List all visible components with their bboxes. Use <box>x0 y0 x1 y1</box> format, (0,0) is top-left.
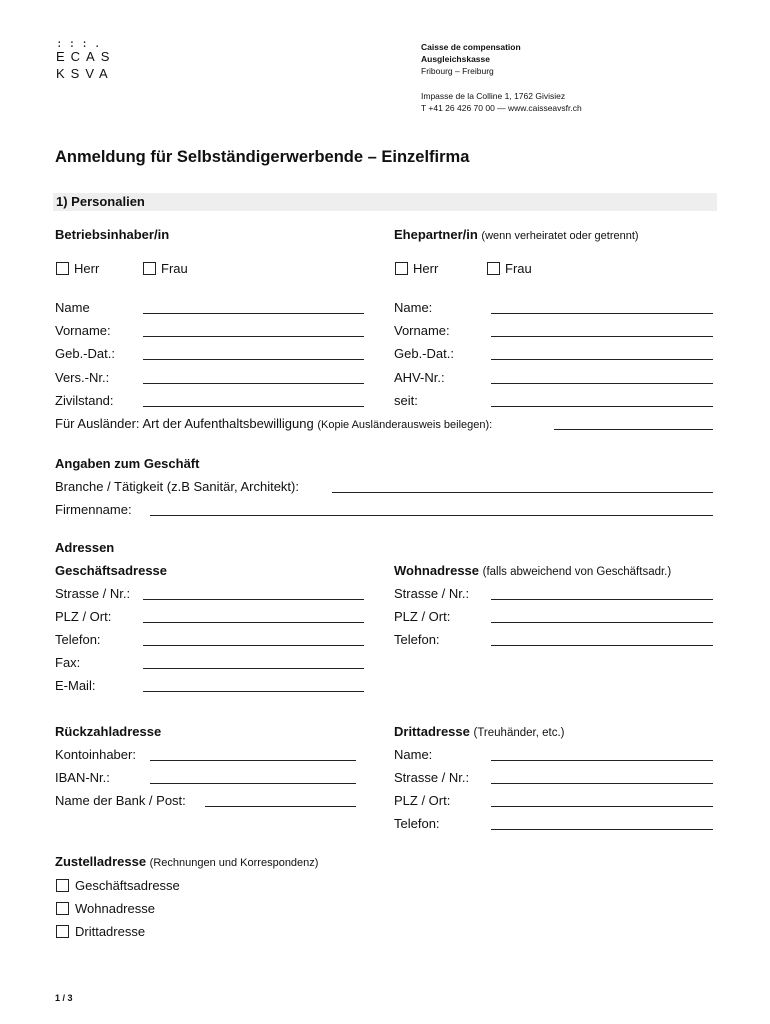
delivery-geschaeft-checkbox[interactable] <box>56 879 69 892</box>
third-address-note: (Treuhänder, etc.) <box>473 727 565 739</box>
partner-vorname-label: Vorname: <box>394 323 450 338</box>
delivery-geschaeft-label: Geschäftsadresse <box>75 878 180 893</box>
owner-heading: Betriebsinhaber/in <box>55 227 170 242</box>
biz-fax-label: Fax: <box>55 655 81 670</box>
biz-plz-field[interactable] <box>143 622 364 623</box>
refund-address-heading: Rückzahladresse <box>55 724 162 739</box>
refund-iban-field[interactable] <box>150 783 356 784</box>
owner-herr-checkbox[interactable] <box>56 262 69 275</box>
third-address-heading: Drittadresse <box>394 724 470 739</box>
home-strasse-field[interactable] <box>491 599 713 600</box>
foreigner-label: Für Ausländer: Art der Aufenthaltsbewilligung <box>55 416 314 431</box>
third-telefon-field[interactable] <box>491 829 713 830</box>
partner-geb-field[interactable] <box>491 359 713 360</box>
owner-geb-label: Geb.-Dat.: <box>55 346 115 361</box>
refund-bank-field[interactable] <box>205 806 356 807</box>
biz-fax-field[interactable] <box>143 668 364 669</box>
home-strasse-label: Strasse / Nr.: <box>394 586 470 601</box>
partner-seit-field[interactable] <box>491 406 713 407</box>
home-address-note: (falls abweichend von Geschäftsadr.) <box>482 566 672 578</box>
header-address: Impasse de la Colline 1, 1762 Givisiez <box>421 91 566 101</box>
header-contact: T +41 26 426 70 00 — www.caisseavsfr.ch <box>421 103 582 113</box>
home-telefon-label: Telefon: <box>394 632 440 647</box>
owner-name-label: Name <box>55 300 90 315</box>
owner-frau-checkbox[interactable] <box>143 262 156 275</box>
third-strasse-label: Strasse / Nr.: <box>394 770 470 785</box>
delivery-dritt-label: Drittadresse <box>75 924 146 939</box>
business-branche-label: Branche / Tätigkeit (z.B Sanitär, Architekt): <box>55 479 299 494</box>
business-firma-field[interactable] <box>150 515 713 516</box>
home-plz-label: PLZ / Ort: <box>394 609 451 624</box>
delivery-heading: Zustelladresse <box>55 854 147 869</box>
partner-frau-checkbox[interactable] <box>487 262 500 275</box>
owner-geb-field[interactable] <box>143 359 364 360</box>
biz-address-heading: Geschäftsadresse <box>55 563 168 578</box>
partner-vorname-field[interactable] <box>491 336 713 337</box>
page-title: Anmeldung für Selbständigerwerbende – Einzelfirma <box>55 148 470 166</box>
delivery-note: (Rechnungen und Korrespondenz) <box>149 857 319 869</box>
owner-zivil-label: Zivilstand: <box>55 393 114 408</box>
partner-note: (wenn verheiratet oder getrennt) <box>481 230 639 242</box>
addresses-heading: Adressen <box>55 540 115 555</box>
header-org-de: Ausgleichskasse <box>421 54 490 64</box>
foreigner-row <box>55 416 492 431</box>
third-name-label: Name: <box>394 747 433 762</box>
home-plz-field[interactable] <box>491 622 713 623</box>
partner-name-field[interactable] <box>491 313 713 314</box>
third-strasse-field[interactable] <box>491 783 713 784</box>
partner-heading: Ehepartner/in <box>394 227 478 242</box>
section-personalien <box>53 193 717 211</box>
logo-dots: :::. <box>56 37 107 50</box>
delivery-wohn-label: Wohnadresse <box>75 901 155 916</box>
refund-bank-label: Name der Bank / Post: <box>55 793 186 808</box>
header-city: Fribourg – Freiburg <box>421 66 494 76</box>
partner-geb-label: Geb.-Dat.: <box>394 346 454 361</box>
owner-zivil-field[interactable] <box>143 406 364 407</box>
partner-seit-label: seit: <box>394 393 418 408</box>
logo-line-2: KSVA <box>56 66 114 81</box>
refund-konto-field[interactable] <box>150 760 356 761</box>
owner-vers-field[interactable] <box>143 383 364 384</box>
refund-iban-label: IBAN-Nr.: <box>55 770 110 785</box>
home-address-heading-row <box>394 563 671 578</box>
owner-frau-label: Frau <box>161 261 188 276</box>
refund-konto-label: Kontoinhaber: <box>55 747 136 762</box>
home-telefon-field[interactable] <box>491 645 713 646</box>
third-plz-label: PLZ / Ort: <box>394 793 451 808</box>
owner-vorname-label: Vorname: <box>55 323 111 338</box>
delivery-wohn-checkbox[interactable] <box>56 902 69 915</box>
partner-herr-label: Herr <box>413 261 439 276</box>
business-firma-label: Firmenname: <box>55 502 132 517</box>
foreigner-field[interactable] <box>554 429 713 430</box>
partner-frau-label: Frau <box>505 261 532 276</box>
delivery-heading-row <box>55 854 318 869</box>
owner-vorname-field[interactable] <box>143 336 364 337</box>
biz-telefon-label: Telefon: <box>55 632 101 647</box>
page-number: 1 / 3 <box>55 993 73 1003</box>
partner-herr-checkbox[interactable] <box>395 262 408 275</box>
partner-ahv-label: AHV-Nr.: <box>394 370 445 385</box>
header-org-fr: Caisse de compensation <box>421 42 521 52</box>
third-address-heading-row <box>394 724 564 739</box>
biz-email-field[interactable] <box>143 691 364 692</box>
owner-name-field[interactable] <box>143 313 364 314</box>
partner-heading-row <box>394 227 639 242</box>
biz-plz-label: PLZ / Ort: <box>55 609 112 624</box>
logo <box>56 37 116 82</box>
owner-herr-label: Herr <box>74 261 100 276</box>
biz-telefon-field[interactable] <box>143 645 364 646</box>
third-telefon-label: Telefon: <box>394 816 440 831</box>
third-plz-field[interactable] <box>491 806 713 807</box>
business-branche-field[interactable] <box>332 492 713 493</box>
partner-name-label: Name: <box>394 300 433 315</box>
partner-ahv-field[interactable] <box>491 383 713 384</box>
foreigner-note: (Kopie Ausländerausweis beilegen): <box>317 419 493 431</box>
owner-vers-label: Vers.-Nr.: <box>55 370 110 385</box>
biz-strasse-field[interactable] <box>143 599 364 600</box>
delivery-dritt-checkbox[interactable] <box>56 925 69 938</box>
business-heading: Angaben zum Geschäft <box>55 456 200 471</box>
section-personalien-label: 1) Personalien <box>56 194 145 209</box>
biz-strasse-label: Strasse / Nr.: <box>55 586 131 601</box>
home-address-heading: Wohnadresse <box>394 563 480 578</box>
logo-line-1: ECAS <box>56 49 116 64</box>
third-name-field[interactable] <box>491 760 713 761</box>
biz-email-label: E-Mail: <box>55 678 96 693</box>
